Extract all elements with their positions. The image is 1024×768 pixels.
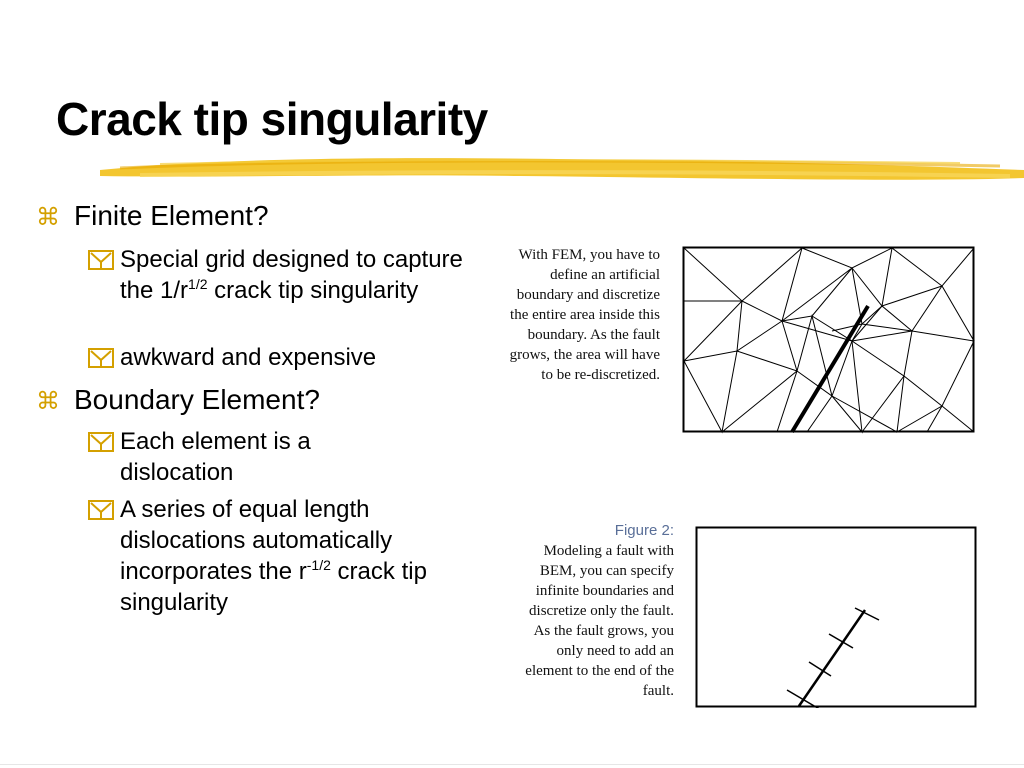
command-key-icon: ⌘ (36, 388, 60, 415)
sub-bullet-text-cont: crack tip singularity (207, 277, 419, 304)
bem-caption: Modeling a fault with BEM, you can specify infinite boundaries and discretize only the fault. As the fault grows, you only need to add an element to the end of the fault. (525, 543, 674, 699)
bullet-text: Finite Element? (74, 200, 269, 231)
sub-bullet-text: awkward and expensive (120, 344, 377, 371)
sub-bullet-awkward (88, 342, 468, 373)
sub-bullet-text-cont: crack tip singularity (120, 558, 427, 616)
sub-bullet-text: Special grid designed to capture the 1/r (120, 246, 463, 304)
checkbox-y-icon (88, 348, 114, 368)
command-key-icon: ⌘ (36, 204, 60, 231)
sub-bullet-text: Each element is a dislocation (120, 428, 311, 486)
figure-label: Figure 2: (614, 522, 674, 539)
superscript: -1/2 (306, 557, 331, 573)
sub-bullet-special-grid (88, 244, 468, 306)
checkbox-y-icon (88, 500, 114, 520)
bullet-text: Boundary Element? (74, 384, 320, 415)
fem-caption: With FEM, you have to define an artificial boundary and discretize the entire area inside this boundary. As the fault grows, the area will have to be re-discretized. (509, 247, 660, 383)
bullet-boundary-element (36, 384, 320, 418)
fem-mesh-figure (682, 246, 976, 434)
sub-bullet-text: A series of equal length dislocations automatically incorporates the r (120, 496, 393, 585)
bullet-finite-element (36, 200, 269, 234)
footer-divider (0, 764, 1024, 765)
bem-caption-block (510, 521, 674, 701)
superscript: 1/2 (188, 276, 208, 292)
slide-title: Crack tip singularity (56, 93, 488, 145)
title-underline-brush (100, 148, 1024, 188)
bem-fault-figure (695, 526, 977, 708)
checkbox-y-icon (88, 250, 114, 270)
sub-bullet-series (88, 494, 468, 618)
sub-bullet-each-element (88, 426, 468, 488)
checkbox-y-icon (88, 432, 114, 452)
